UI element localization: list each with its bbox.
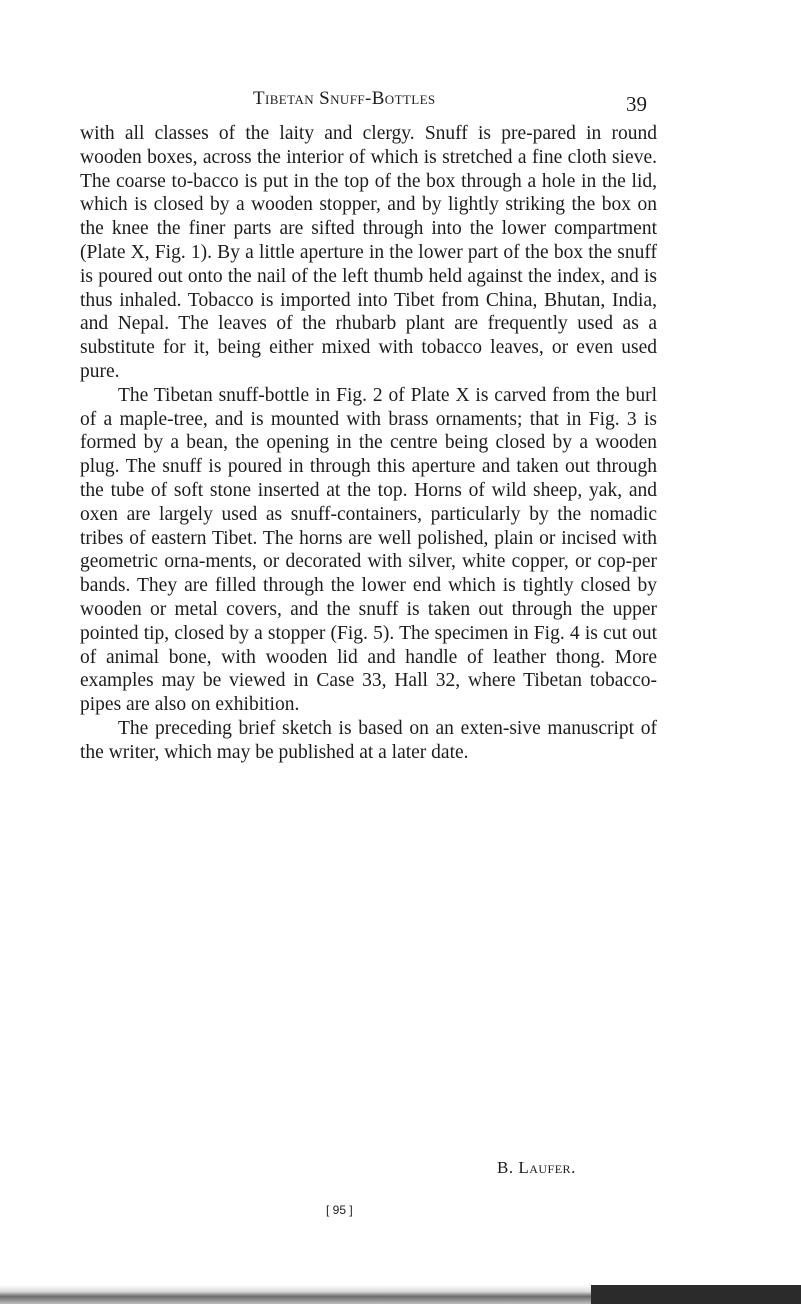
running-title: Tibetan Snuff-Bottles [253, 88, 436, 109]
page-edge-shadow [0, 1285, 801, 1304]
paragraph-3: The preceding brief sketch is based on an exten-sive manuscript of the writer, which may be published at a later date. [80, 717, 657, 763]
body-text [80, 122, 657, 765]
paragraph-2: The Tibetan snuff-bottle in Fig. 2 of Plate X is carved from the burl of a maple-tree, and is mounted with brass ornaments; that in Fig. 3 is formed by a bean, the opening in the centre being closed by a wooden plug. The snuff is poured in through this aperture and taken out through the tube of soft stone inserted at the top. Horns of wild sheep, yak, and oxen are largely used as snuff-containers, particularly by the nomadic tribes of eastern Tibet. The horns are well polished, plain or incised with geometric orna-ments, or decorated with silver, white copper, or cop-per bands. They are filled through the lower end which is tightly closed by wooden or metal covers, and the snuff is taken out through the upper pointed tip, closed by a stopper (Fig. 5). The specimen in Fig. 4 is cut out of animal bone, with wooden lid and handle of leather thong. More examples may be viewed in Case 33, Hall 32, where Tibetan tobacco-pipes are also on exhibition. [80, 384, 657, 716]
page-number: 39 [626, 92, 647, 116]
page-edge-dark [591, 1285, 801, 1304]
paragraph-1: with all classes of the laity and clergy. Snuff is pre-pared in round wooden boxes, across the interior of which is stretched a fine cloth sieve. The coarse to-bacco is put in the top of the box through a hole in the lid, which is closed by a wooden stopper, and by lightly striking the box on the knee the finer parts are sifted through into the lower compartment (Plate X, Fig. 1). By a little aperture in the lower part of the box the snuff is poured out onto the nail of the left thumb held against the index, and is thus inhaled. Tobacco is imported into Tibet from China, Bhutan, India, and Nepal. The leaves of the rhubarb plant are frequently used as a substitute for it, being either mixed with tobacco leaves, or even used pure. [80, 123, 657, 382]
author-signature: B. Laufer. [497, 1158, 576, 1177]
folio-number: [ 95 ] [326, 1203, 353, 1217]
